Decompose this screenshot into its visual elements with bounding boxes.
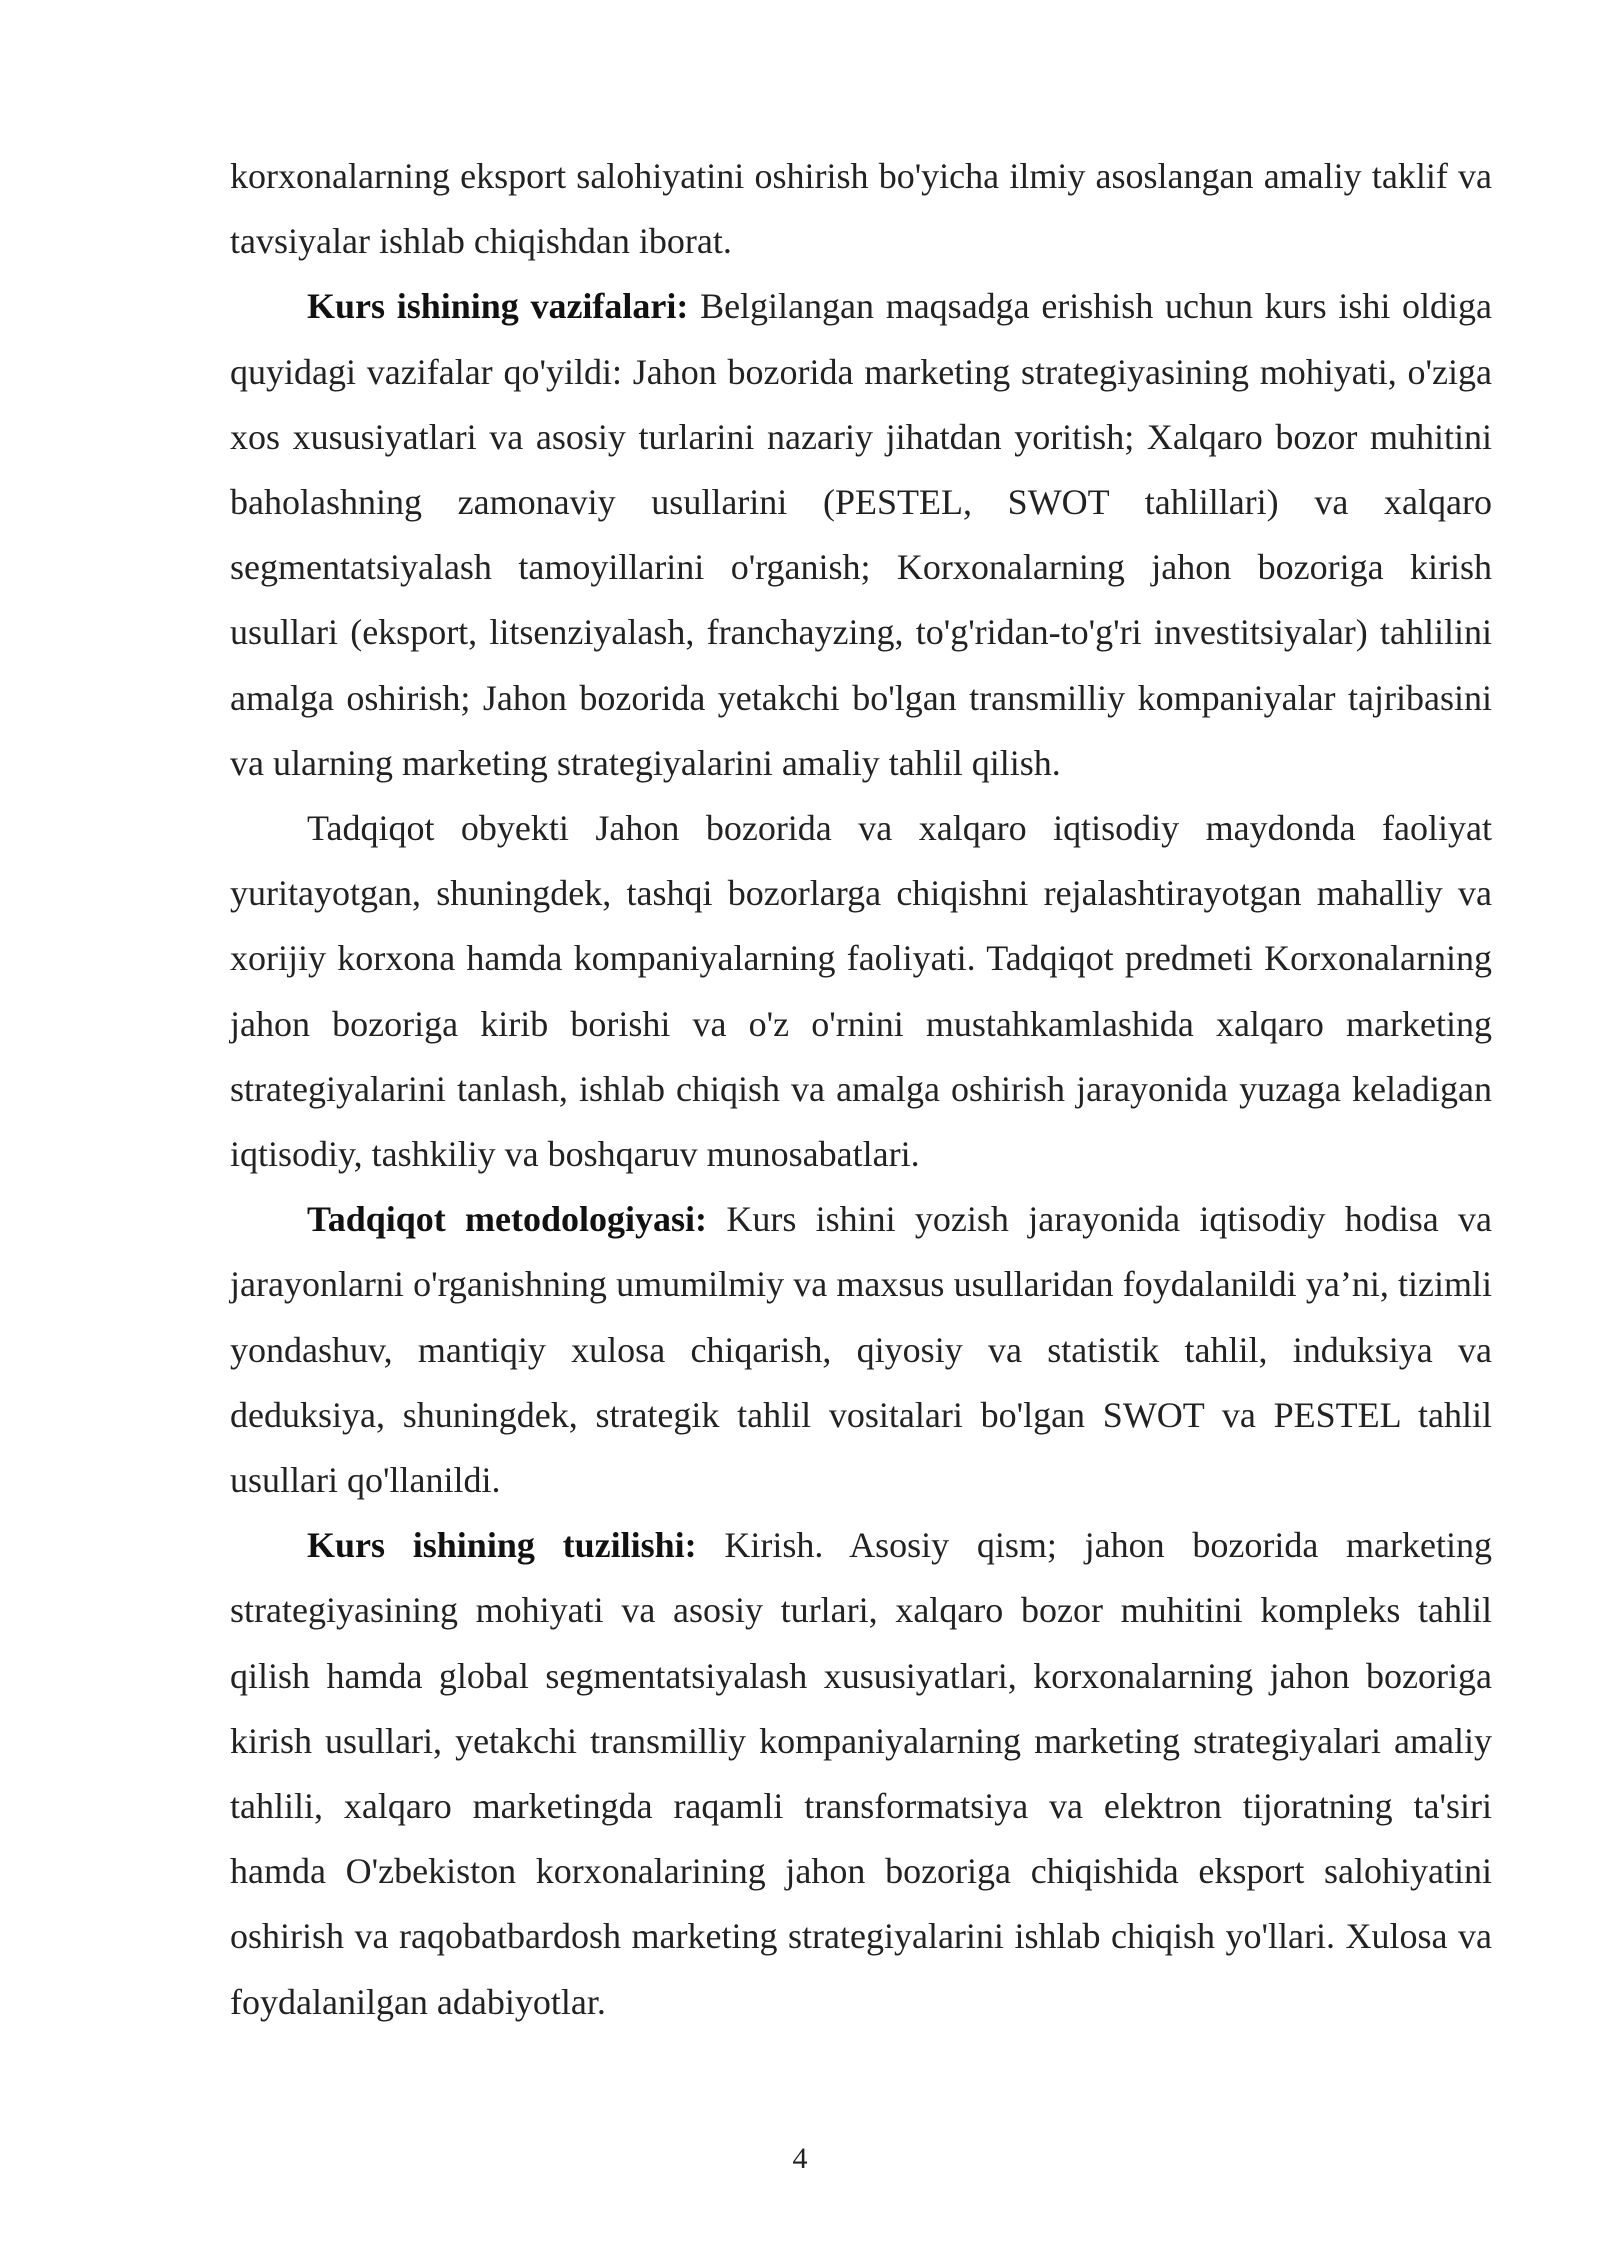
document-body: [230, 144, 1492, 2035]
page-number: 4: [792, 2142, 808, 2175]
paragraph-course-tasks: [230, 274, 1492, 796]
paragraph-text: Belgilangan maqsadga erishish uchun kurs ishi oldiga quyidagi vazifalar qo'yildi: Jahon bozorida marketing strategiyasining mohiyati, o'ziga xos xususiyatlari va asosiy turlarini nazariy jihatdan yoritish; Xalqaro bozor muhitini baholashning zamonaviy usullarini (PESTEL, SWOT tahlillari) va xalqaro segmentatsiyalash tamoyillarini o'rganish; Korxonalarning jahon bozoriga kirish usullari (eksport, litsenziyalash, franchayzing, to'g'ridan-to'g'ri investitsiyalar) tahlilini amalga oshirish; Jahon bozorida yetakchi bo'lgan transmilliy kompaniyalar tajribasini va ularning marketing strategiyalarini amaliy tahlil qilish.: [230, 286, 1492, 783]
paragraph-methodology: [230, 1187, 1492, 1513]
paragraph-heading: Tadqiqot metodologiyasi:: [307, 1199, 708, 1240]
paragraph-text: korxonalarning eksport salohiyatini oshirish bo'yicha ilmiy asoslangan amaliy taklif va tavsiyalar ishlab chiqishdan iborat.: [230, 156, 1492, 262]
paragraph-heading: Kurs ishining vazifalari:: [307, 286, 689, 327]
paragraph-text: Kurs ishini yozish jarayonida iqtisodiy hodisa va jarayonlarni o'rganishning umumilmiy va maxsus usullaridan foydalanildi ya’ni, tizimli yondashuv, mantiqiy xulosa chiqarish, qiyosiy va statistik tahlil, induksiya va deduksiya, shuningdek, strategik tahlil vositalari bo'lgan SWOT va PESTEL tahlil usullari qo'llanildi.: [230, 1199, 1492, 1501]
paragraph-text: Tadqiqot obyekti Jahon bozorida va xalqaro iqtisodiy maydonda faoliyat yuritayotgan, shuningdek, tashqi bozorlarga chiqishni rejalashtirayotgan mahalliy va xorijiy korxona hamda kompaniyalarning faoliyati. Tadqiqot predmeti Korxonalarning jahon bozoriga kirib borishi va o'z o'rnini mustahkamlashida xalqaro marketing strategiyalarini tanlash, ishlab chiqish va amalga oshirish jarayonida yuzaga keladigan iqtisodiy, tashkiliy va boshqaruv munosabatlari.: [230, 808, 1492, 1175]
paragraph-heading: Kurs ishining tuzilishi:: [307, 1525, 697, 1566]
paragraph-continuation: [230, 144, 1492, 274]
paragraph-text: Kirish. Asosiy qism; jahon bozorida marketing strategiyasining mohiyati va asosiy turlari, xalqaro bozor muhitini kompleks tahlil qilish hamda global segmentatsiyalash xususiyatlari, korxonalarning jahon bozoriga kirish usullari, yetakchi transmilliy kompaniyalarning marketing strategiyalari amaliy tahlili, xalqaro marketingda raqamli transformatsiya va elektron tijoratning ta'siri hamda O'zbekiston korxonalarining jahon bozoriga chiqishida eksport salohiyatini oshirish va raqobatbardosh marketing strategiyalarini ishlab chiqish yo'llari. Xulosa va foydalanilgan adabiyotlar.: [230, 1525, 1493, 2022]
paragraph-course-structure: [230, 1513, 1492, 2035]
paragraph-research-object: [230, 796, 1492, 1187]
